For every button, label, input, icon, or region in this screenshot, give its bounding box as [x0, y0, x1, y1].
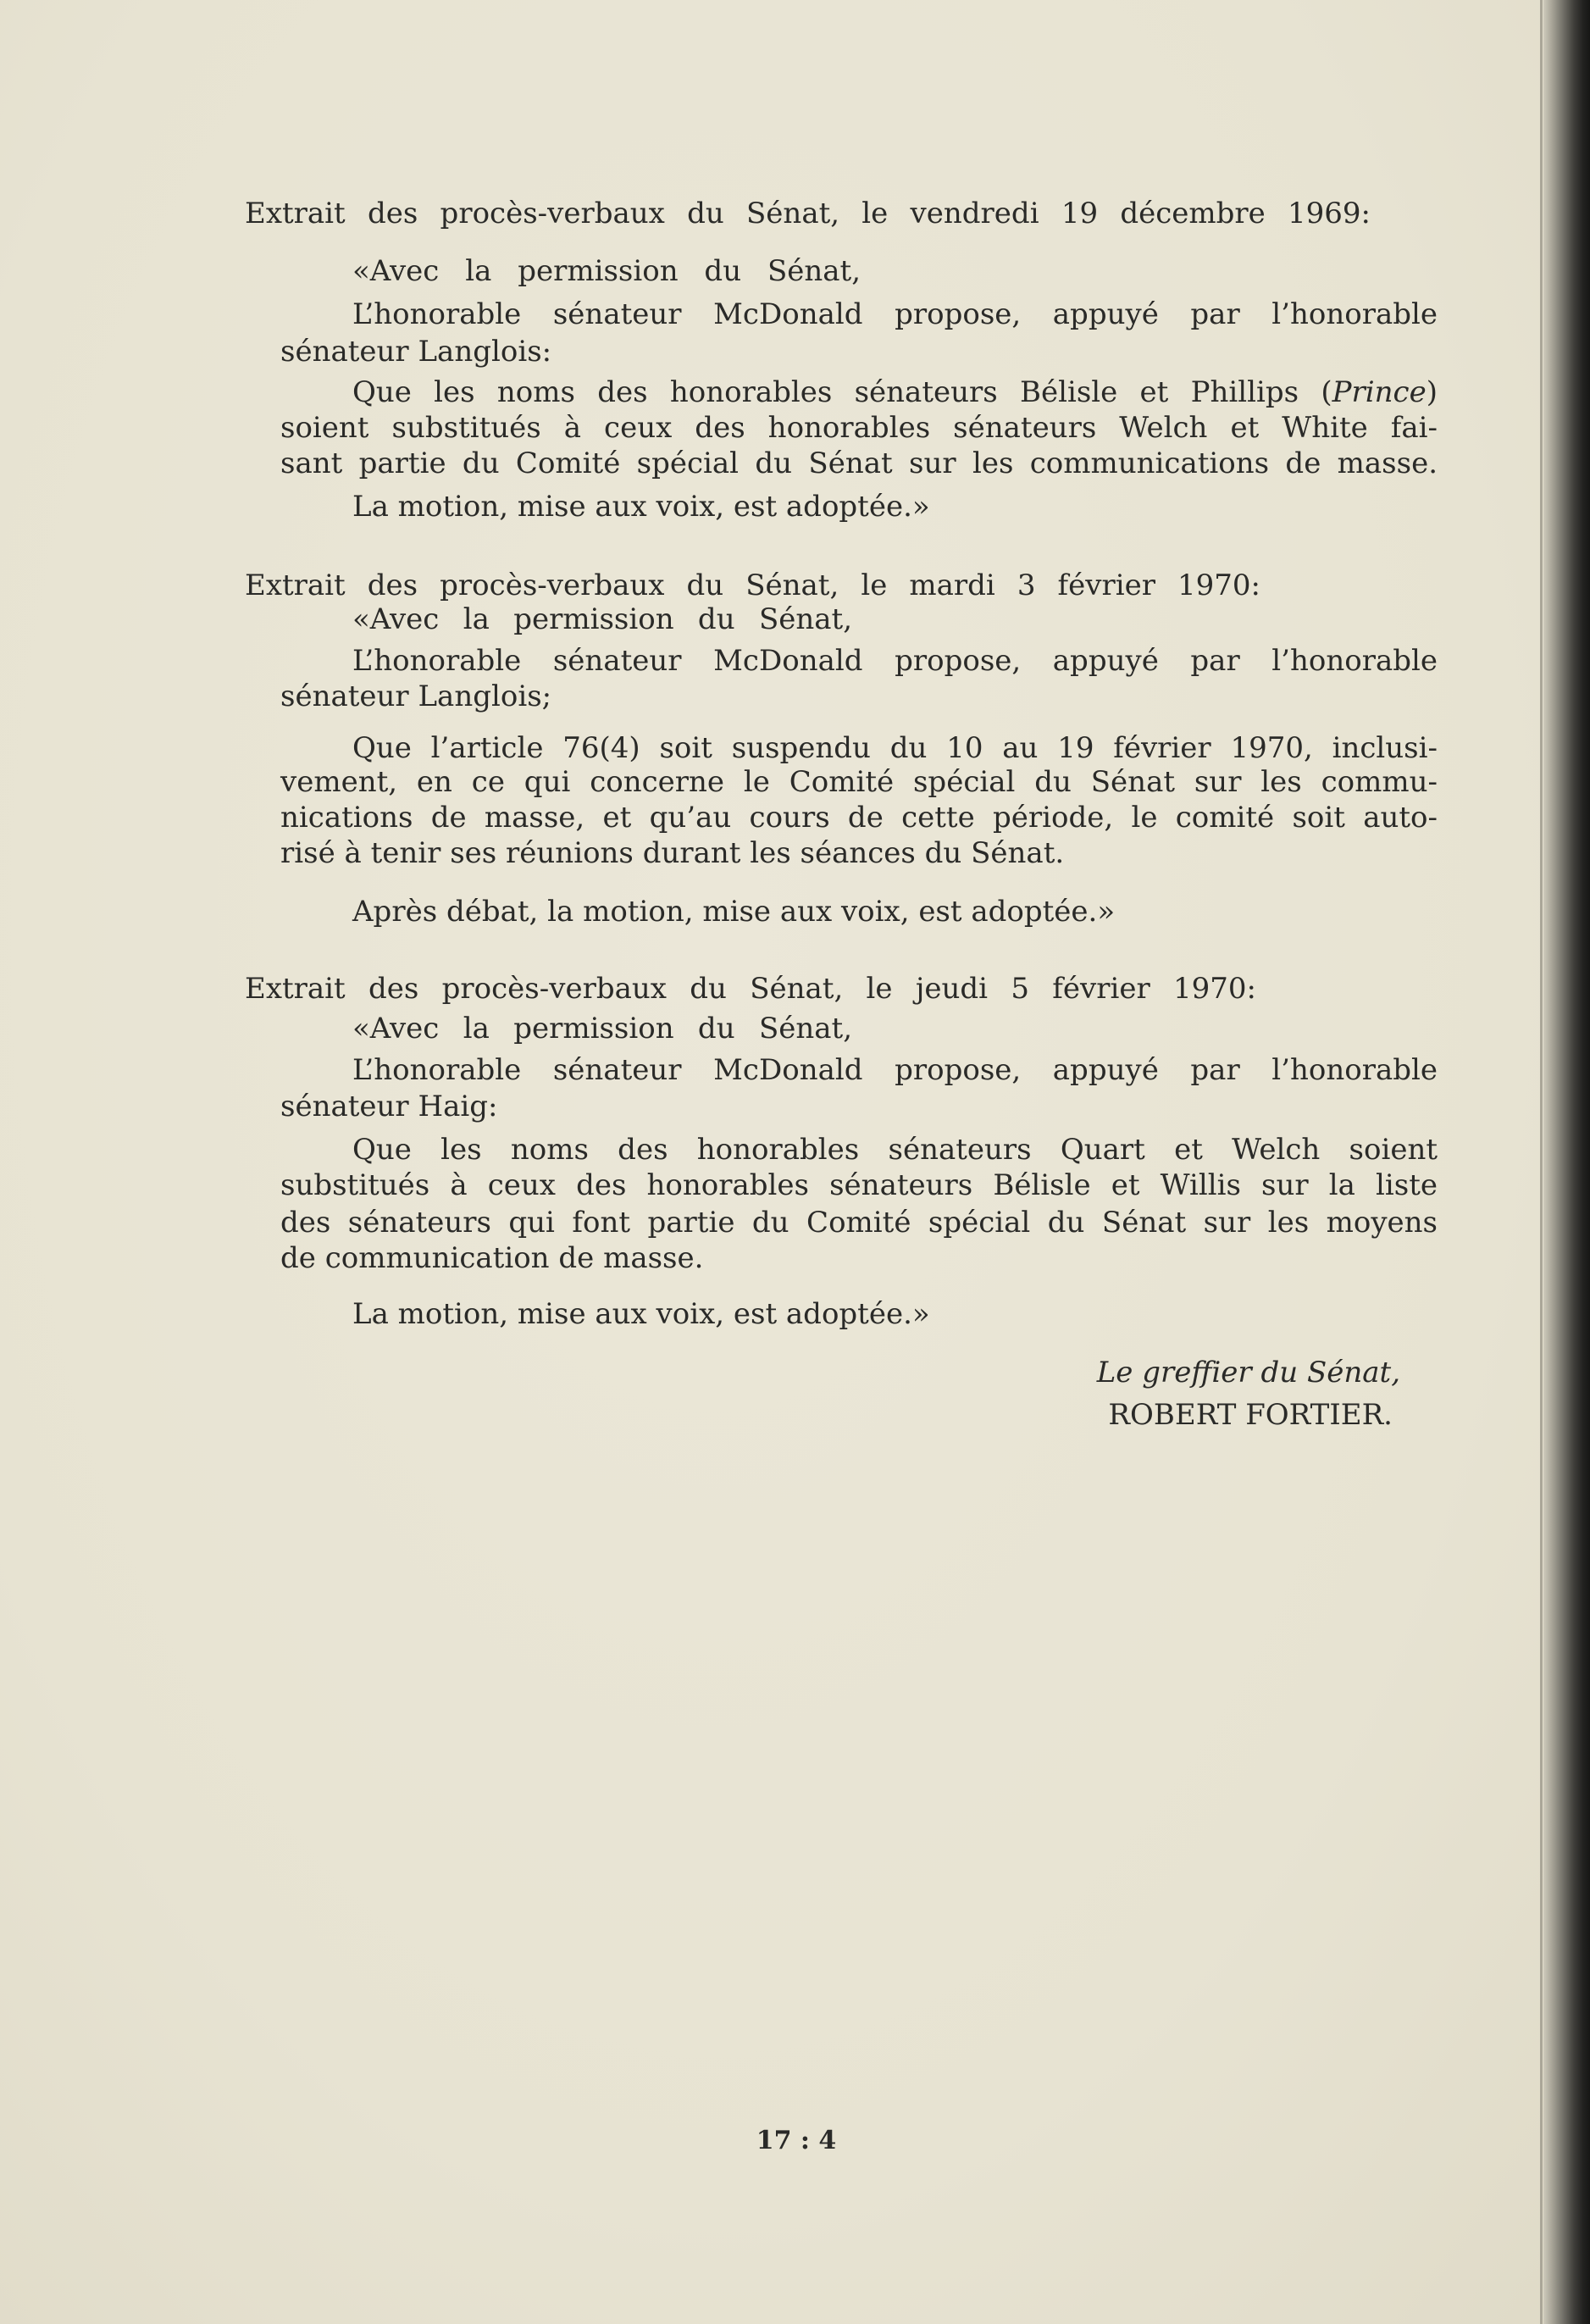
permission-line: «Avec la permission du Sénat,: [352, 254, 861, 288]
permission-line: «Avec la permission du Sénat,: [352, 1012, 852, 1046]
italic-text: Prince: [1332, 375, 1427, 409]
motion-result: La motion, mise aux voix, est adoptée.»: [352, 490, 930, 524]
extract-heading: Extrait des procès-verbaux du Sénat, le jeudi 5 février 1970:: [245, 972, 1256, 1006]
clerk-title: Le greffier du Sénat,: [1096, 1356, 1400, 1389]
text-line: Que l’article 76(4) soit suspendu du 10 au 19 février 1970, inclusi-: [352, 731, 1438, 765]
text-line: sénateur Haig:: [280, 1090, 498, 1123]
text-segment: ): [1426, 375, 1438, 409]
text-line: soient substitués à ceux des honorables sénateurs Welch et White fai-: [280, 411, 1438, 445]
text-line: Que les noms des honorables sénateurs Quart et Welch soient: [352, 1133, 1438, 1167]
text-line: L’honorable sénateur McDonald propose, appuyé par l’honorable: [352, 297, 1438, 331]
text-segment: Que les noms des honorables sénateurs Bélisle et Phillips (: [352, 375, 1332, 409]
text-line: sénateur Langlois;: [280, 679, 552, 713]
binding-edge: [1543, 0, 1590, 2324]
text-line: sant partie du Comité spécial du Sénat sur les communications de masse.: [280, 446, 1438, 480]
motion-result: Après débat, la motion, mise aux voix, est adoptée.»: [352, 895, 1116, 929]
page-number: 17 : 4: [756, 2126, 837, 2155]
text-line: risé à tenir ses réunions durant les séances du Sénat.: [280, 836, 1065, 870]
text-line: nications de masse, et qu’au cours de cette période, le comité soit auto-: [280, 801, 1438, 835]
extract-heading: Extrait des procès-verbaux du Sénat, le mardi 3 février 1970:: [245, 569, 1260, 602]
text-line: vement, en ce qui concerne le Comité spécial du Sénat sur les commu-: [280, 765, 1438, 799]
extract-heading: Extrait des procès-verbaux du Sénat, le vendredi 19 décembre 1969:: [245, 197, 1371, 230]
text-line: L’honorable sénateur McDonald propose, appuyé par l’honorable: [352, 1053, 1438, 1087]
page-fold-line: [1540, 0, 1543, 2324]
text-line: [352, 374, 1438, 410]
text-line: L’honorable sénateur McDonald propose, appuyé par l’honorable: [352, 644, 1438, 678]
text-line: sénateur Langlois:: [280, 335, 552, 369]
clerk-name: ROBERT FORTIER.: [1108, 1398, 1393, 1432]
motion-result: La motion, mise aux voix, est adoptée.»: [352, 1297, 930, 1331]
text-line: des sénateurs qui font partie du Comité spécial du Sénat sur les moyens: [280, 1206, 1438, 1240]
text-line: de communication de masse.: [280, 1241, 704, 1275]
text-line: substitués à ceux des honorables sénateurs Bélisle et Willis sur la liste: [280, 1168, 1438, 1202]
permission-line: «Avec la permission du Sénat,: [352, 602, 852, 636]
